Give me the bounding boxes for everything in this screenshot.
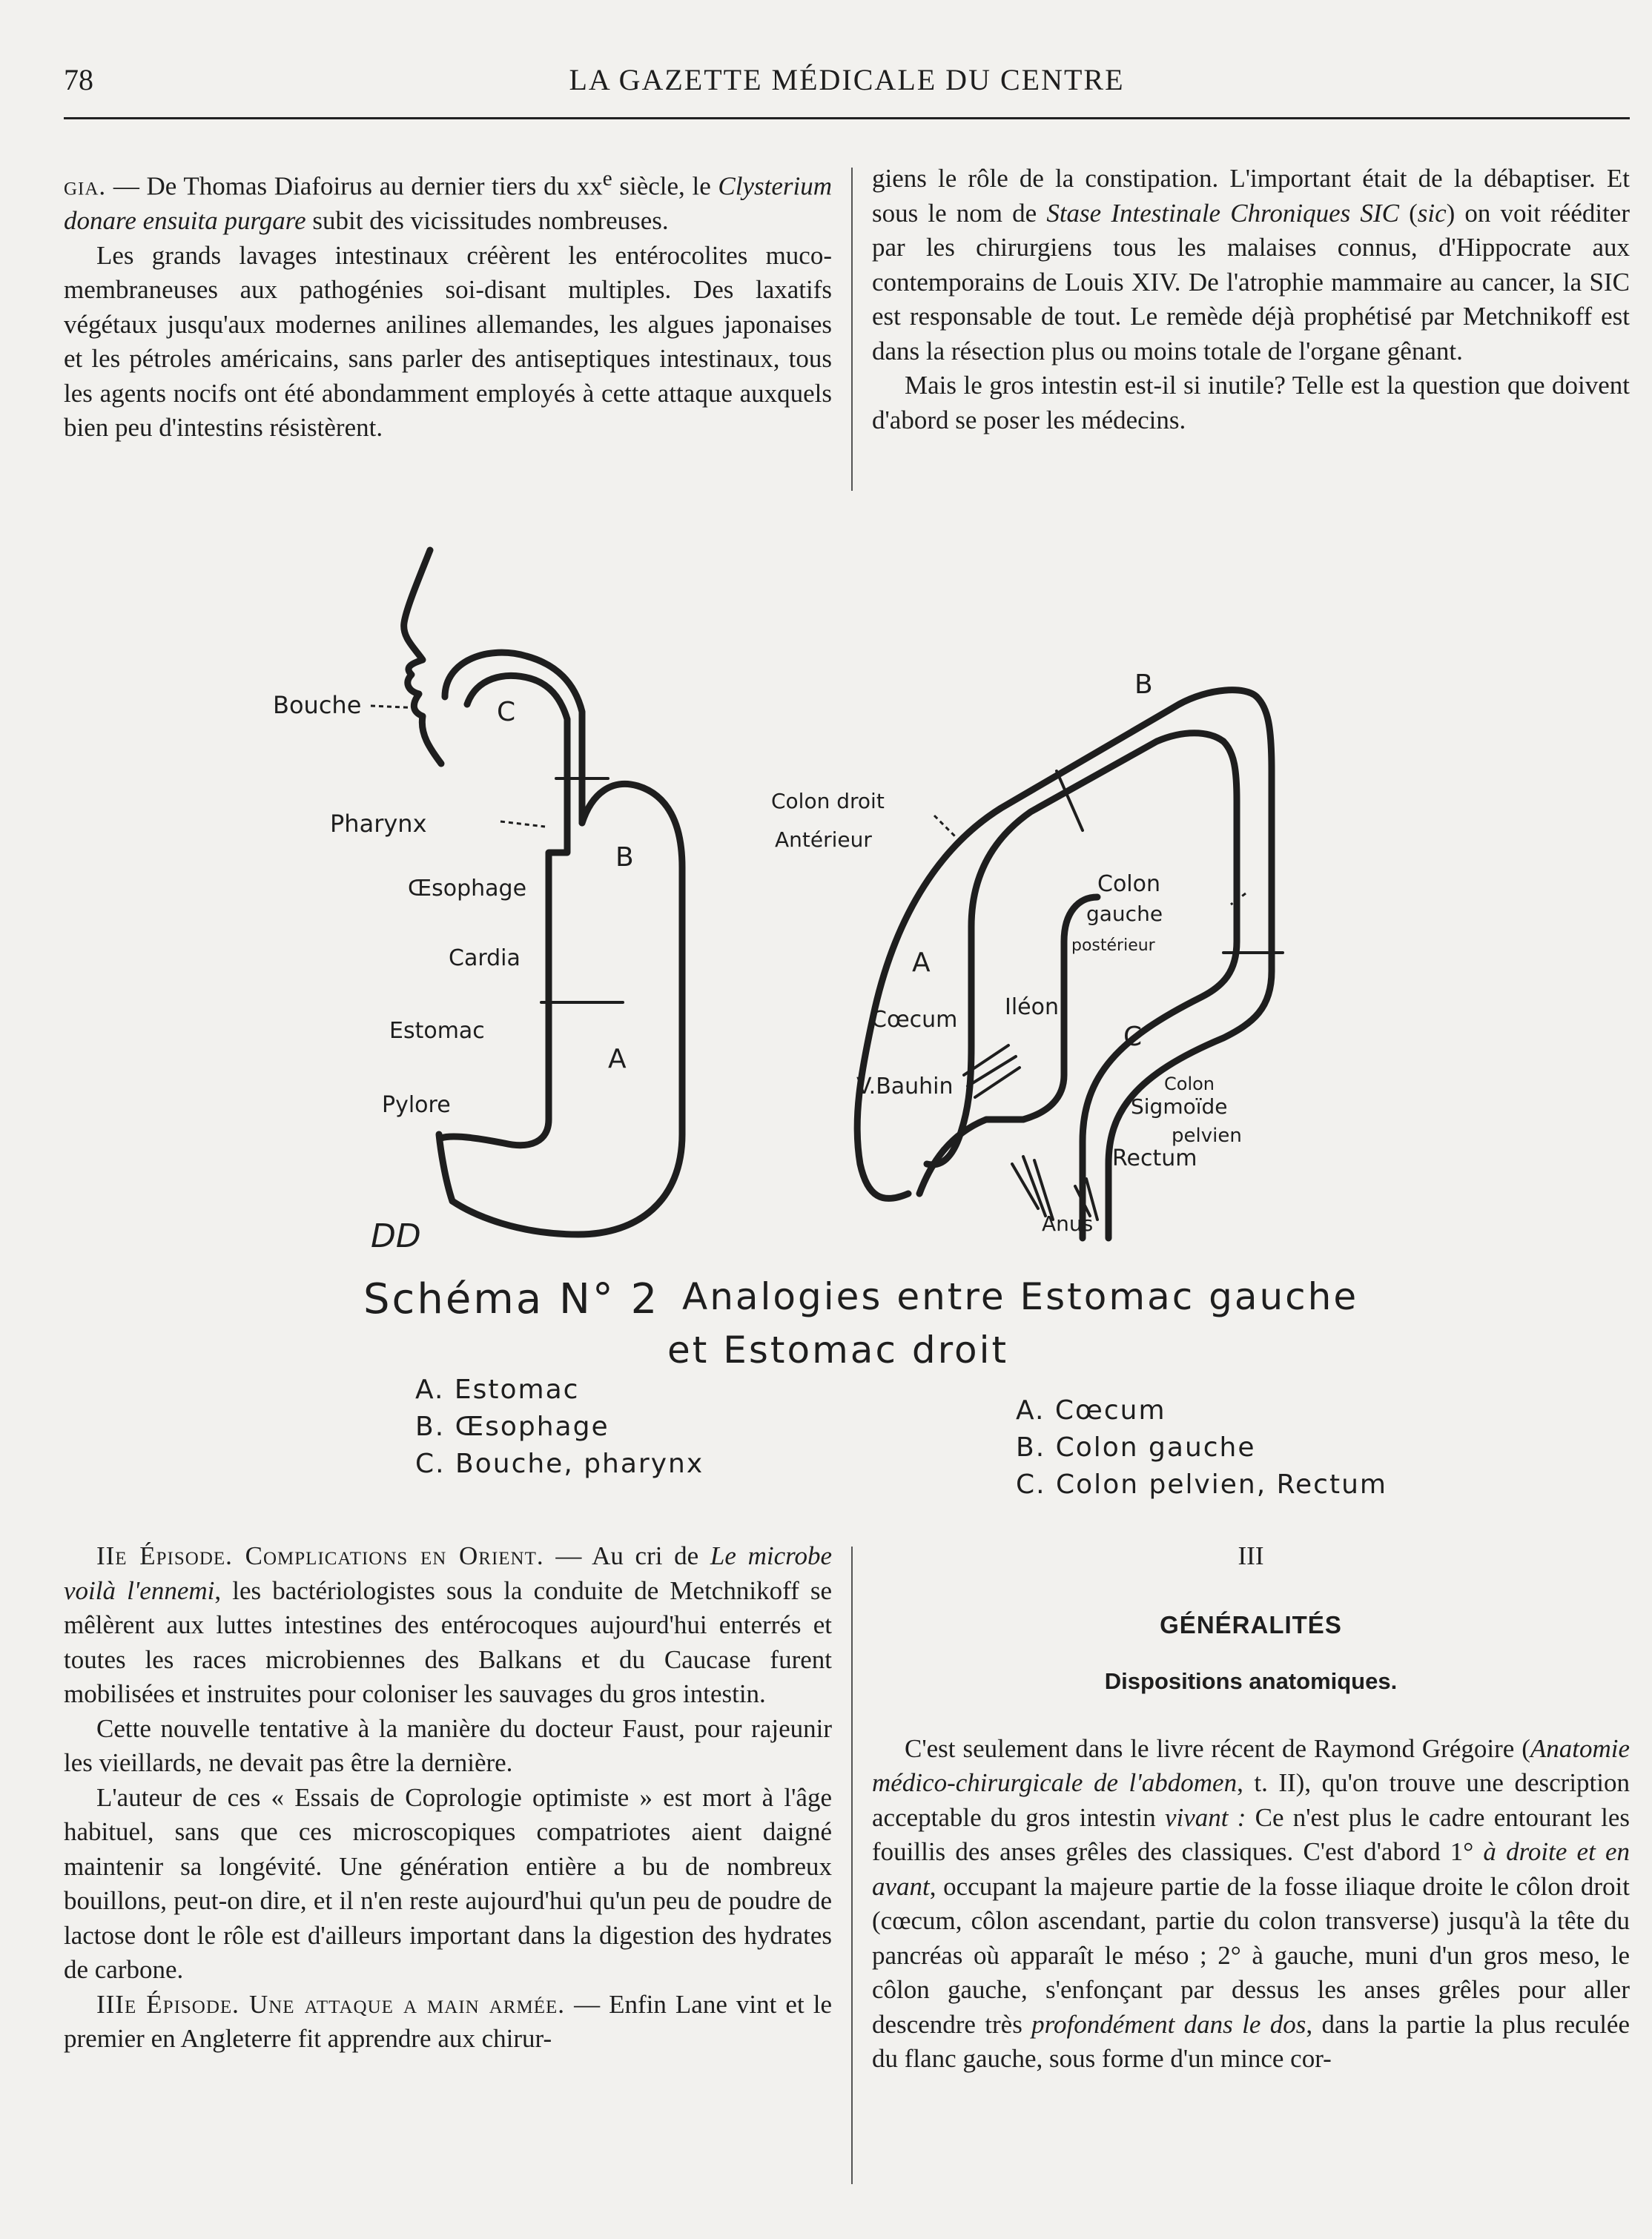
- anatomy-diagram: [273, 526, 1438, 1268]
- label-posterieur: postérieur: [1071, 936, 1155, 955]
- page-number: 78: [64, 63, 93, 96]
- label-sigmoide: Sigmoïde: [1131, 1094, 1228, 1119]
- label-cardia: Cardia: [449, 945, 521, 971]
- label-anus: Anus: [1042, 1211, 1094, 1236]
- colon-droit-leader: [934, 816, 956, 838]
- label-c-right: C: [1123, 1022, 1143, 1052]
- legend-item: C. Bouche, pharynx: [415, 1449, 704, 1479]
- legend-item: A. Estomac: [415, 1375, 580, 1405]
- column-divider: [851, 1547, 853, 2184]
- schema-caption-line2: et Estomac droit: [667, 1329, 1009, 1372]
- text-run: — Enfin Lane vint et le premier en Angleterre fit apprendre aux chirur-: [64, 1989, 832, 2053]
- paragraph: [872, 1732, 1630, 2077]
- text-run: Ce n'est plus le cadre entourant les fouillis des anses grêles des classiques. C'est d'abord 1°: [872, 1802, 1630, 1866]
- text-run: , dans la partie la plus reculée du flanc gauche, sous forme d'un mince cor-: [872, 2009, 1630, 2073]
- text-run: siècle, le: [612, 171, 718, 201]
- paragraph: [64, 1539, 832, 1712]
- pharynx-leader: [500, 821, 545, 827]
- section-title: GÉNÉRALITÉS: [1160, 1610, 1342, 1638]
- label-pharynx: Pharynx: [330, 810, 427, 838]
- colon-outer: [857, 690, 1257, 1199]
- paragraph: [64, 162, 832, 239]
- italic-run: profondément dans le dos: [1031, 2009, 1306, 2039]
- legend-left: [415, 1372, 704, 1483]
- label-caecum: Cœcum: [871, 1007, 958, 1033]
- label-anterieur: Antérieur: [775, 827, 872, 852]
- italic-run: à droite et en avant: [872, 1837, 1630, 1901]
- schema-number: Schéma N° 2: [363, 1275, 660, 1323]
- label-bouche: Bouche: [273, 691, 362, 719]
- section-number: III: [1238, 1541, 1264, 1570]
- paragraph: [872, 162, 1630, 368]
- face-profile: [404, 550, 441, 764]
- label-a-left: A: [608, 1044, 627, 1074]
- label-colon-gauche-2: gauche: [1086, 902, 1163, 926]
- colon-divider-1: [1057, 771, 1083, 830]
- text-run: subit des vicissitudes nombreuses.: [305, 206, 669, 236]
- legend-item: B. Colon gauche: [1016, 1432, 1256, 1463]
- label-b-right: B: [1134, 669, 1153, 700]
- italic-run: Le microbe voilà l'ennemi: [64, 1541, 832, 1605]
- legend-item: C. Colon pelvien, Rectum: [1016, 1469, 1387, 1500]
- superscript: e: [602, 167, 612, 191]
- text-run: C'est seulement dans le livre récent de Raymond Grégoire (: [905, 1733, 1530, 1763]
- bottom-left-column: [64, 1539, 832, 2057]
- label-oesophage: Œsophage: [408, 876, 527, 902]
- label-colon-gauche-1: Colon: [1097, 871, 1161, 897]
- paragraph: Mais le gros intestin est-il si inutile? Telle est la question que doivent d'abord se poser les médecins.: [872, 371, 1630, 434]
- label-ileon: Iléon: [1005, 994, 1060, 1020]
- artist-monogram: DD: [371, 1217, 421, 1255]
- italic-run: Stase Intestinale Chroniques SIC: [1046, 198, 1399, 228]
- label-a-right: A: [912, 947, 931, 978]
- text-run: , occupant la majeure partie de la fosse iliaque droite le côlon droit (cœcum, côlon ascendant, partie du colon transverse) jusqu'à la tête du pancréas où apparaît le méso ; 2° à gauche, muni d'un gros meso, le côlon gauche, s'enfonçant par dessus les anses grêles pour aller descendre très: [872, 1871, 1630, 2039]
- text-run: giens le rôle de la constipation. L'important était de la débaptiser. Et sous le nom de: [872, 164, 1630, 228]
- schema-figure: [273, 526, 1438, 1505]
- column-divider: [851, 168, 853, 491]
- label-colon-sigmoide-1: Colon: [1164, 1074, 1215, 1094]
- text-run: (: [1398, 198, 1418, 228]
- text-run: — Au cri de: [543, 1541, 710, 1570]
- running-title: LA GAZETTE MÉDICALE DU CENTRE: [569, 63, 1125, 96]
- label-vbauhin: V.Bauhin: [856, 1074, 954, 1099]
- legend-item: B. Œsophage: [415, 1412, 609, 1442]
- top-right-column: [872, 162, 1630, 437]
- schema-caption-line1: Analogies entre Estomac gauche: [682, 1275, 1359, 1318]
- text-run: — De Thomas Diafoirus au dernier tiers du xx: [106, 171, 603, 201]
- page-header: [64, 58, 1630, 102]
- italic-run: sic: [1417, 198, 1447, 228]
- text-run: , les bactériologistes sous la conduite de Metchnikoff se mêlèrent aux luttes intestines des entérocoques aujourd'hui enterrés et toutes les races microbiennes des Balkans et du Caucase furent mobilisées et instruites pour coloniser les sauvages du gros intestin.: [64, 1575, 833, 1708]
- italic-run: Anatomie médico-chirurgicale de l'abdomen: [872, 1733, 1630, 1797]
- label-c-left: C: [497, 697, 516, 727]
- pylorus-line: [439, 1134, 452, 1201]
- stomach-inner: [441, 819, 567, 1145]
- legend-item: A. Cœcum: [1016, 1395, 1166, 1426]
- top-left-column: [64, 162, 832, 446]
- italic-run: Clysterium donare ensuita purgare: [64, 171, 833, 236]
- header-rule: [64, 117, 1630, 119]
- anus-rays-left: [1012, 1157, 1053, 1220]
- text-run: , t. II), qu'on trouve une description acceptable du gros intestin: [872, 1768, 1630, 1832]
- label-colon-droit: Colon droit: [771, 789, 885, 813]
- label-estomac: Estomac: [389, 1018, 485, 1044]
- text-run: ) on voit rééditer par les chirurgiens tous les malaises connus, d'Hippocrate aux contemporains de Louis XIV. De l'atrophie mammaire au cancer, la SIC est responsable de tout. Le remède déjà prophétisé par Metchnikoff est dans la résection plus ou moins totale de l'organe gênant.: [872, 198, 1630, 366]
- label-b-left: B: [615, 842, 634, 873]
- italic-run: vivant :: [1164, 1802, 1246, 1832]
- run-in-lead: IIIe Épisode. Une attaque a main armée.: [96, 1989, 566, 2019]
- label-rectum: Rectum: [1112, 1145, 1197, 1171]
- paragraph: Cette nouvelle tentative à la manière du docteur Faust, pour rajeunir les vieillards, ne devait pas être la dernière.: [64, 1713, 832, 1777]
- paragraph: L'auteur de ces « Essais de Coprologie optimiste » est mort à l'âge habituel, sans que ces microscopiques compatriotes aient daigné maintenir sa longévité. Une génération entière a bu de nombreux bouillons, peut-on dire, et il n'en reste aujourd'hui qu'un peu de poudre de lactose dont le rôle est d'ailleurs important dans la digestion des hydrates de carbone.: [64, 1782, 832, 1984]
- section-subtitle: Dispositions anatomiques.: [1104, 1668, 1398, 1694]
- legend-right: [1016, 1392, 1387, 1504]
- run-in-lead: gia.: [64, 171, 107, 201]
- run-in-lead: IIe Épisode. Complications en Orient.: [96, 1541, 544, 1570]
- bottom-right-column: [872, 1539, 1630, 2077]
- label-pelvien: pelvien: [1172, 1125, 1242, 1147]
- paragraph: Les grands lavages intestinaux créèrent les entérocolites muco-membraneuses aux pathogénies soi-disant multiples. Des laxatifs végétaux jusqu'aux modernes anilines allemandes, les algues japonaises et les pétroles américains, sans parler des antiseptiques intestinaux, tous les agents nocifs ont été abondamment employés à cette attaque auxquels bien peu d'intestins résistèrent.: [64, 240, 832, 443]
- paragraph: [64, 1988, 832, 2057]
- label-pylore: Pylore: [382, 1092, 451, 1118]
- tongue-contour: [467, 675, 567, 819]
